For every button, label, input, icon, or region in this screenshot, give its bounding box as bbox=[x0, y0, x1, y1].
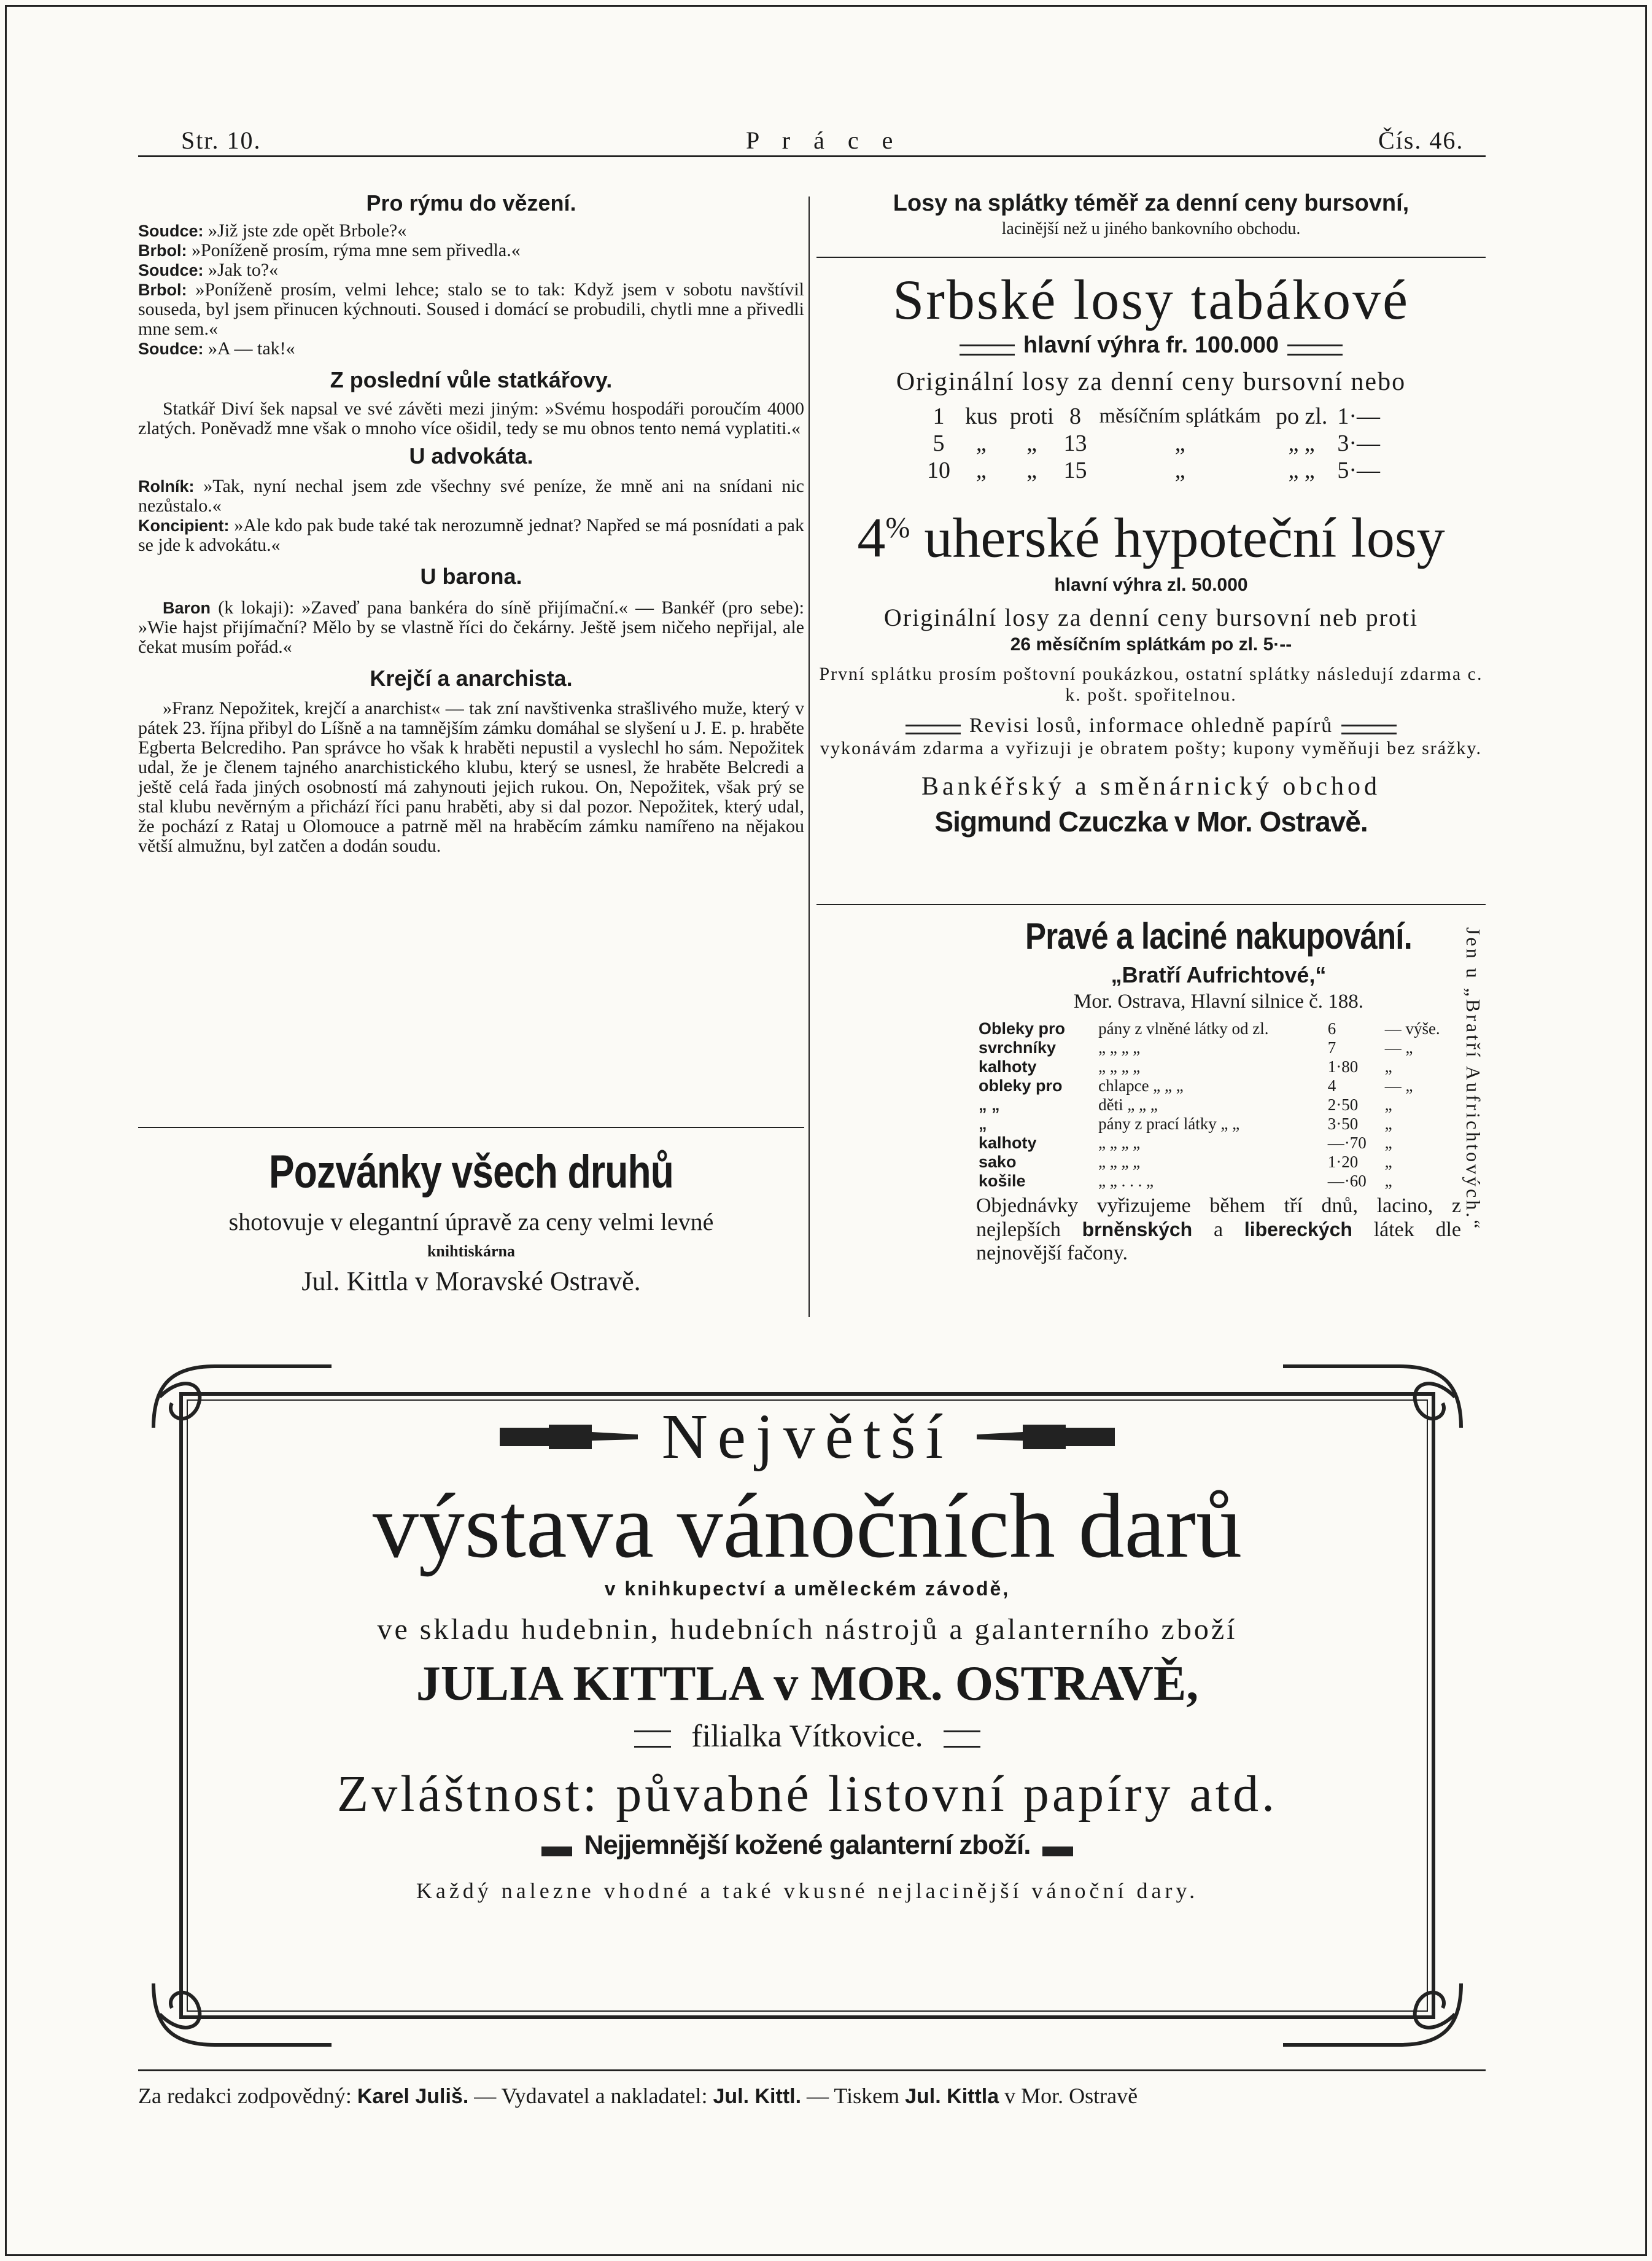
ad-line: První splátku prosím poštovní poukázkou, ostatní splátky následují zdarma c. k. pošt. spořitelnou. bbox=[819, 663, 1483, 705]
ad-line: v knihkupectví a uměleckém závodě, bbox=[604, 1578, 1010, 1600]
serbian-lottery-ad bbox=[816, 267, 1486, 484]
paragraph: Statkář Diví šek napsal ve své závěti mezi jiným: »Svému hospodáři poroučím 4000 zlatých. Poněvadž mne však o mnoho více ošidil, tedy se mu obnos tento nemá vyplatiti.« bbox=[138, 399, 804, 438]
dialogue-line: Soudce: »Již jste zde opět Brbole?« bbox=[138, 220, 407, 241]
installment-table bbox=[918, 403, 1384, 484]
ad-line: Originální losy za denní ceny bursovní neb proti bbox=[883, 603, 1419, 631]
ad-line: Originální losy za denní ceny bursovní nebo bbox=[896, 368, 1406, 396]
pointing-hand-left-icon bbox=[974, 1418, 1115, 1455]
clothing-ad bbox=[976, 915, 1461, 1265]
column-divider bbox=[809, 197, 810, 1317]
page-number: Str. 10. bbox=[181, 126, 262, 154]
price-table bbox=[976, 1019, 1461, 1191]
section-title: U advokáta. bbox=[409, 443, 533, 469]
prize-line: hlavní výhra zl. 50.000 bbox=[1054, 574, 1248, 595]
ad-line: knihtiskárna bbox=[427, 1242, 516, 1260]
section-title: Pro rýmu do vězení. bbox=[366, 190, 576, 216]
ad-title: 4% uherské hypoteční losy bbox=[857, 506, 1445, 569]
table-row: 1 kus proti 8 měsíčním splátkám po zl. 1·— bbox=[933, 403, 1381, 429]
section-title: Z poslední vůle statkářovy. bbox=[330, 367, 613, 392]
ad-rule bbox=[138, 1127, 804, 1128]
ad-title: Srbské losy tabákové bbox=[893, 268, 1410, 331]
table-row: Obleky pro pány z vlněné látky od zl. 6 — výše. bbox=[979, 1019, 1440, 1038]
table-row: 5 „ „ 13 „ „ „ 3·— bbox=[933, 430, 1381, 456]
dialogue-line: Koncipient: »Ale kdo pak bude také tak nerozumně jednat? Napřed se má posnídati a pak se jde k advokátu.« bbox=[138, 515, 804, 555]
table-row: kalhoty „ „ „ „ 1·80 „ bbox=[979, 1057, 1392, 1076]
ad-line: filialka Vítkovice. bbox=[147, 1718, 1467, 1754]
lottery-ad bbox=[816, 190, 1486, 239]
firm-line: Bankéřský a směnárnický obchod bbox=[921, 772, 1381, 801]
table-row: obleky pro chlapce „ „ „ 4 — „ bbox=[979, 1076, 1413, 1095]
pointing-hand-right-icon bbox=[500, 1418, 641, 1455]
dialogue-line: Brbol: »Poníženě prosím, rýma mne sem přivedla.« bbox=[138, 240, 521, 260]
paragraph: »Franz Nepožitek, krejčí a anarchist« — tak zní navštivenka strašlivého muže, který v pátek 23. října přibyl do Líšně a na tamnějším zámku domáhal se slyšení u J. E. p. hraběte Egberta Belcrediho. Pan správce ho však k hraběti nepustil a vyslechl ho sám. Nepožitek udal, že je členem tajného anarchistického klubu, který se usnesl, že hraběte Belcredi a ještě celá řada jiných osobností má zahynouti jejich rukou. On, Nepožitek, však prý se stal klubu nevěrným a přichází říci panu hraběti, aby si dal pozor. Nepožitek, který udal, že pochází z Rataj u Olomouce a patrně měl na hraběcím zámku namířeno na nějakou větší almužnu, byl zatčen a dodán soudu. bbox=[138, 698, 804, 856]
vertical-slogan: Jen u „Bratří Aufrichtových.“ bbox=[1462, 927, 1484, 1231]
ad-firm: JULIA KITTLA v MOR. OSTRAVĚ, bbox=[416, 1657, 1199, 1711]
ad-title: Pozvánky všech druhů bbox=[269, 1146, 673, 1198]
left-column bbox=[138, 190, 804, 856]
ad-line: Každý nalezne vhodné a také vkusné nejlacinější vánoční dary. bbox=[416, 1878, 1199, 1903]
table-row: košile „ „ . . . „ —·60 „ bbox=[979, 1172, 1392, 1190]
paragraph: Baron (k lokaji): »Zaveď pana bankéra do síně přijímační.« — Bankéř (pro sebe): »Wie hajst přijímační? Mělo by se vlastně říci do čekárny. Ještě jsem ničeho nepřijal, ale čekat musím pořád.« bbox=[138, 597, 804, 657]
issue-number: Čís. 46. bbox=[1378, 126, 1464, 154]
ad-line: shotovuje v elegantní úpravě za ceny velmi levné bbox=[228, 1208, 714, 1236]
address: Mor. Ostrava, Hlavní silnice č. 188. bbox=[1074, 990, 1363, 1013]
ad-title: Pravé a laciné nakupování. bbox=[1025, 916, 1412, 957]
prize-line: hlavní výhra fr. 100.000 bbox=[816, 332, 1486, 359]
table-row: sako „ „ „ „ 1·20 „ bbox=[979, 1153, 1392, 1171]
hungarian-mortgage-ad bbox=[816, 497, 1486, 838]
ad-content bbox=[147, 1400, 1467, 1904]
table-row: svrchníky „ „ „ „ 7 — „ bbox=[979, 1038, 1413, 1057]
ad-headline: výstava vánočních darů bbox=[372, 1475, 1243, 1577]
ad-line: Jul. Kittla v Moravské Ostravě. bbox=[301, 1266, 641, 1296]
ad-headline: Největší bbox=[661, 1401, 953, 1472]
order-note: Objednávky vyřizujeme během tří dnů, lacino, z nejlepších brněnských a libereckých látek dle nejnovější fačony. bbox=[976, 1194, 1462, 1264]
footer-rule bbox=[138, 2069, 1486, 2071]
ad-title: Losy na splátky téměř za denní ceny bursovní, bbox=[893, 190, 1410, 216]
dialogue bbox=[138, 477, 804, 555]
table-row: kalhoty „ „ „ „ —·70 „ bbox=[979, 1134, 1392, 1152]
firm-name: Sigmund Czuczka v Mor. Ostravě. bbox=[934, 805, 1368, 838]
ad-line: Zvláštnost: půvabné listovní papíry atd. bbox=[336, 1765, 1278, 1823]
invitations-ad bbox=[138, 1145, 804, 1297]
section-title: Krejčí a anarchista. bbox=[370, 666, 573, 691]
table-row: „ „ děti „ „ „ 2·50 „ bbox=[979, 1095, 1392, 1114]
header-rule bbox=[138, 155, 1486, 157]
ad-line: 26 měsíčním splátkám po zl. 5·-- bbox=[1010, 634, 1292, 655]
ad-line: Revisi losů, informace ohledně papírů bbox=[816, 714, 1486, 737]
dialogue-line: Soudce: »A — tak!« bbox=[138, 338, 295, 359]
ad-rule bbox=[816, 257, 1486, 258]
ad-line: Nejjemnější kožené galanterní zboží. bbox=[147, 1830, 1467, 1861]
headline-row bbox=[147, 1400, 1467, 1473]
firm-name: „Bratří Aufrichtové,“ bbox=[1111, 962, 1327, 987]
ad-subtitle: lacinější než u jiného bankovního obchodu. bbox=[1001, 219, 1301, 238]
dialogue bbox=[138, 221, 804, 359]
dialogue-line: Soudce: »Jak to?« bbox=[138, 260, 279, 280]
christmas-ad bbox=[147, 1360, 1467, 2051]
newspaper-title: P r á c e bbox=[746, 126, 902, 154]
ad-line: vykonávám zdarma a vyřizuji je obratem pošty; kupony vyměňuji bez srážky. bbox=[820, 737, 1482, 758]
table-row: 10 „ „ 15 „ „ „ 5·— bbox=[926, 457, 1381, 483]
ad-line: ve skladu hudebnin, hudebních nástrojů a galanterního zboží bbox=[377, 1613, 1238, 1646]
dialogue-line: Brbol: »Poníženě prosím, velmi lehce; stalo se to tak: Když jsem v sobotu navštívil souseda, byl jsem přinucen kýchnouti. Soused i domácí se probudili, chytli mne a přivedli mne sem.« bbox=[138, 279, 804, 339]
dialogue-line: Rolník: »Tak, nyní nechal jsem zde všechny své peníze, že mně ani na snídani nic nezůstalo.« bbox=[138, 476, 804, 516]
section-title: U barona. bbox=[420, 564, 522, 589]
ad-rule bbox=[816, 904, 1486, 905]
table-row: „ pány z prací látky „ „ 3·50 „ bbox=[979, 1115, 1392, 1133]
imprint: Za redakci zodpovědný: Karel Juliš. — Vydavatel a nakladatel: Jul. Kittl. — Tiskem Jul. Kittla v Mor. Ostravě bbox=[138, 2084, 1138, 2108]
